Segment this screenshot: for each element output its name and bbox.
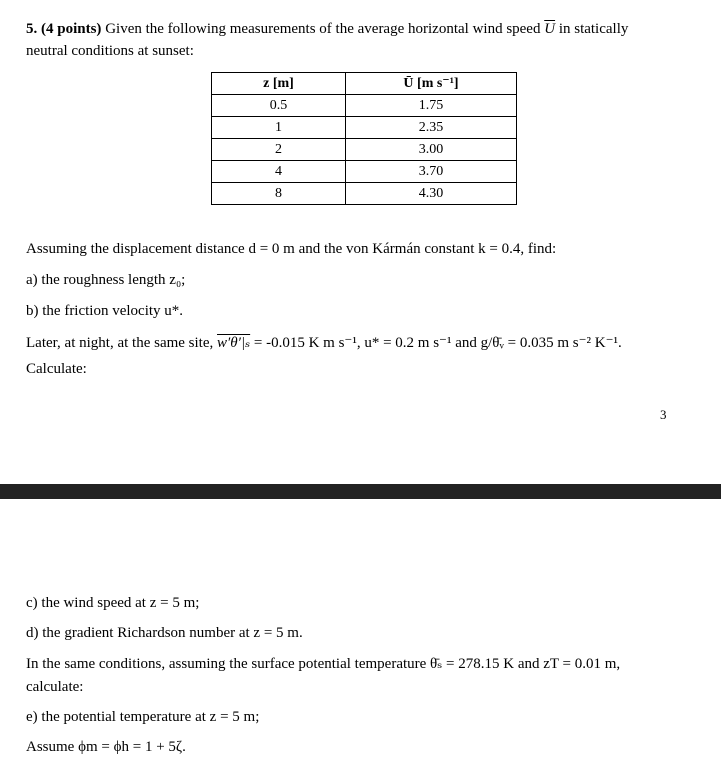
part-c: c) the wind speed at z = 5 m; bbox=[26, 595, 200, 611]
measurements-table bbox=[211, 72, 517, 205]
table-cell: 1 bbox=[212, 117, 346, 139]
table-header: z [m] bbox=[212, 73, 346, 95]
part-b: b) the friction velocity u*. bbox=[26, 303, 184, 319]
wind-speed-symbol: $\overline{U}$ bbox=[544, 21, 556, 37]
table-row bbox=[212, 117, 517, 139]
question-text-1: Given the following measurements of the average horizontal wind speed bbox=[105, 21, 541, 37]
table-cell: 2.35 bbox=[346, 117, 517, 139]
same-text-2: calculate: bbox=[26, 679, 84, 695]
table-cell: 0.5 bbox=[212, 95, 346, 117]
same-text: In the same conditions, assuming the surface potential temperature θ̄ₛ = 278.15 K and zT = 0.01 m, bbox=[26, 656, 621, 672]
table-row bbox=[212, 95, 517, 117]
assume-text: Assuming the displacement distance d = 0 m and the von Kármán constant k = 0.4, find: bbox=[26, 241, 557, 257]
table-cell: 3.70 bbox=[346, 161, 517, 183]
part-e: e) the potential temperature at z = 5 m; bbox=[26, 709, 260, 725]
calculate-label: Calculate: bbox=[26, 361, 87, 377]
table-row bbox=[212, 139, 517, 161]
table-cell: 3.00 bbox=[346, 139, 517, 161]
table-row bbox=[212, 161, 517, 183]
question-text-2: in statically bbox=[558, 21, 629, 37]
table-cell: 1.75 bbox=[346, 95, 517, 117]
question-number: 5. bbox=[26, 21, 38, 37]
later-text-2: = -0.015 K m s⁻¹, u* = 0.2 m s⁻¹ and g/θ̄ᵥ = 0.035 m s⁻² K⁻¹. bbox=[253, 335, 622, 351]
page-number: 3 bbox=[660, 407, 667, 422]
later-line bbox=[26, 334, 622, 353]
table-cell: 4.30 bbox=[346, 183, 517, 205]
part-d: d) the gradient Richardson number at z = 5 m. bbox=[26, 625, 303, 641]
page-divider bbox=[0, 484, 721, 499]
later-text-1: Later, at night, at the same site, bbox=[26, 335, 214, 351]
assume-phi: Assume ϕm = ϕh = 1 + 5ζ. bbox=[26, 739, 186, 755]
table-row bbox=[212, 183, 517, 205]
flux-symbol: w′θ′|ₛ bbox=[217, 335, 251, 351]
table-header-row bbox=[212, 73, 517, 95]
table-cell: 2 bbox=[212, 139, 346, 161]
question-text-3: neutral conditions at sunset: bbox=[26, 43, 194, 59]
part-a: a) the roughness length z₀; bbox=[26, 272, 186, 288]
question-header bbox=[26, 20, 628, 39]
table-header: Ū [m s⁻¹] bbox=[346, 73, 517, 95]
question-points: (4 points) bbox=[41, 21, 102, 37]
table-cell: 8 bbox=[212, 183, 346, 205]
table-cell: 4 bbox=[212, 161, 346, 183]
